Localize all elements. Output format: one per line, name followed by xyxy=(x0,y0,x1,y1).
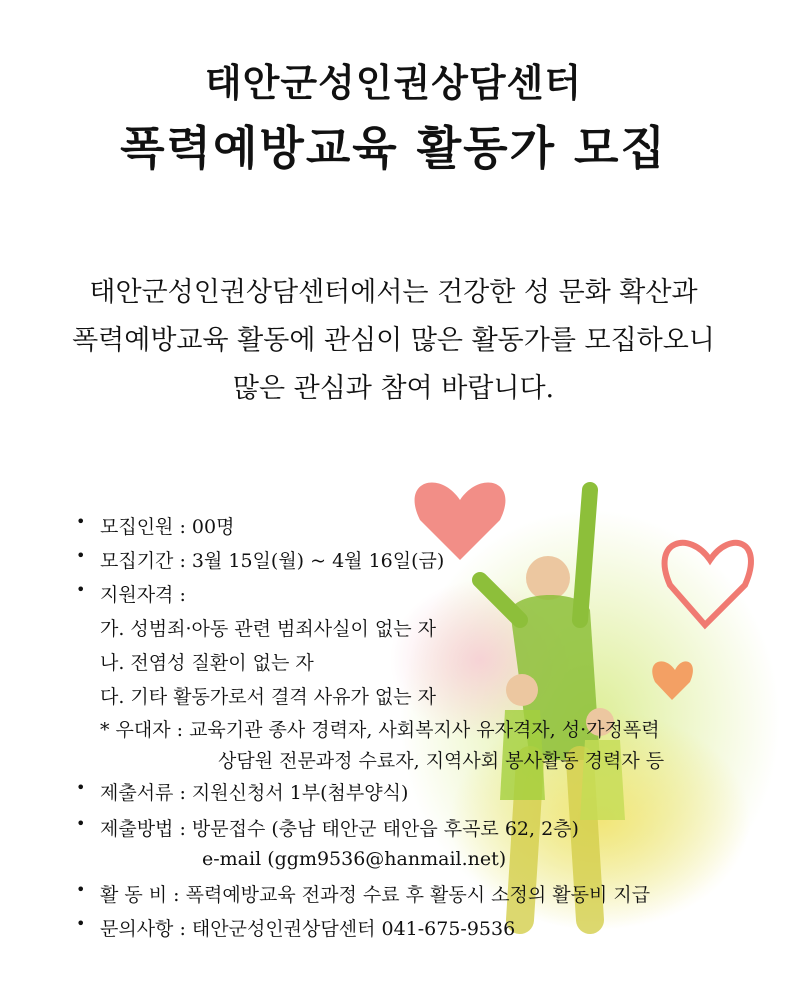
recruit-count: 모집인원 : 00명 xyxy=(100,516,235,538)
submission-method: 제출방법 : 방문접수 (충남 태안군 태안읍 후곡로 62, 2층) xyxy=(100,818,579,840)
intro-line-2: 폭력예방교육 활동에 관심이 많은 활동가를 모집하오니 xyxy=(72,325,715,356)
intro-line-3: 많은 관심과 참여 바랍니다. xyxy=(232,373,555,404)
activity-fee: 활 동 비 : 폭력예방교육 전과정 수료 후 활동시 소정의 활동비 지급 xyxy=(100,884,651,906)
bullet: • xyxy=(76,914,86,933)
bullet: • xyxy=(76,580,86,599)
documents: 제출서류 : 지원신청서 1부(첨부양식) xyxy=(100,782,409,804)
intro-line-1: 태안군성인권상담센터에서는 건강한 성 문화 확산과 xyxy=(89,277,698,308)
bullet: • xyxy=(76,814,86,833)
page-title: 태안군성인권상담센터 xyxy=(204,61,583,105)
inquiry: 문의사항 : 태안군성인권상담센터 041-675-9536 xyxy=(100,918,516,940)
page-subtitle: 폭력예방교육 활동가 모집 xyxy=(120,121,667,175)
bullet: • xyxy=(76,512,86,531)
bullet: • xyxy=(76,880,86,899)
qualification-title: 지원자격 : xyxy=(100,584,186,606)
bullet: • xyxy=(76,546,86,565)
recruit-period: 모집기간 : 3월 15일(월) ~ 4월 16일(금) xyxy=(100,550,445,572)
bullet: • xyxy=(76,778,86,797)
